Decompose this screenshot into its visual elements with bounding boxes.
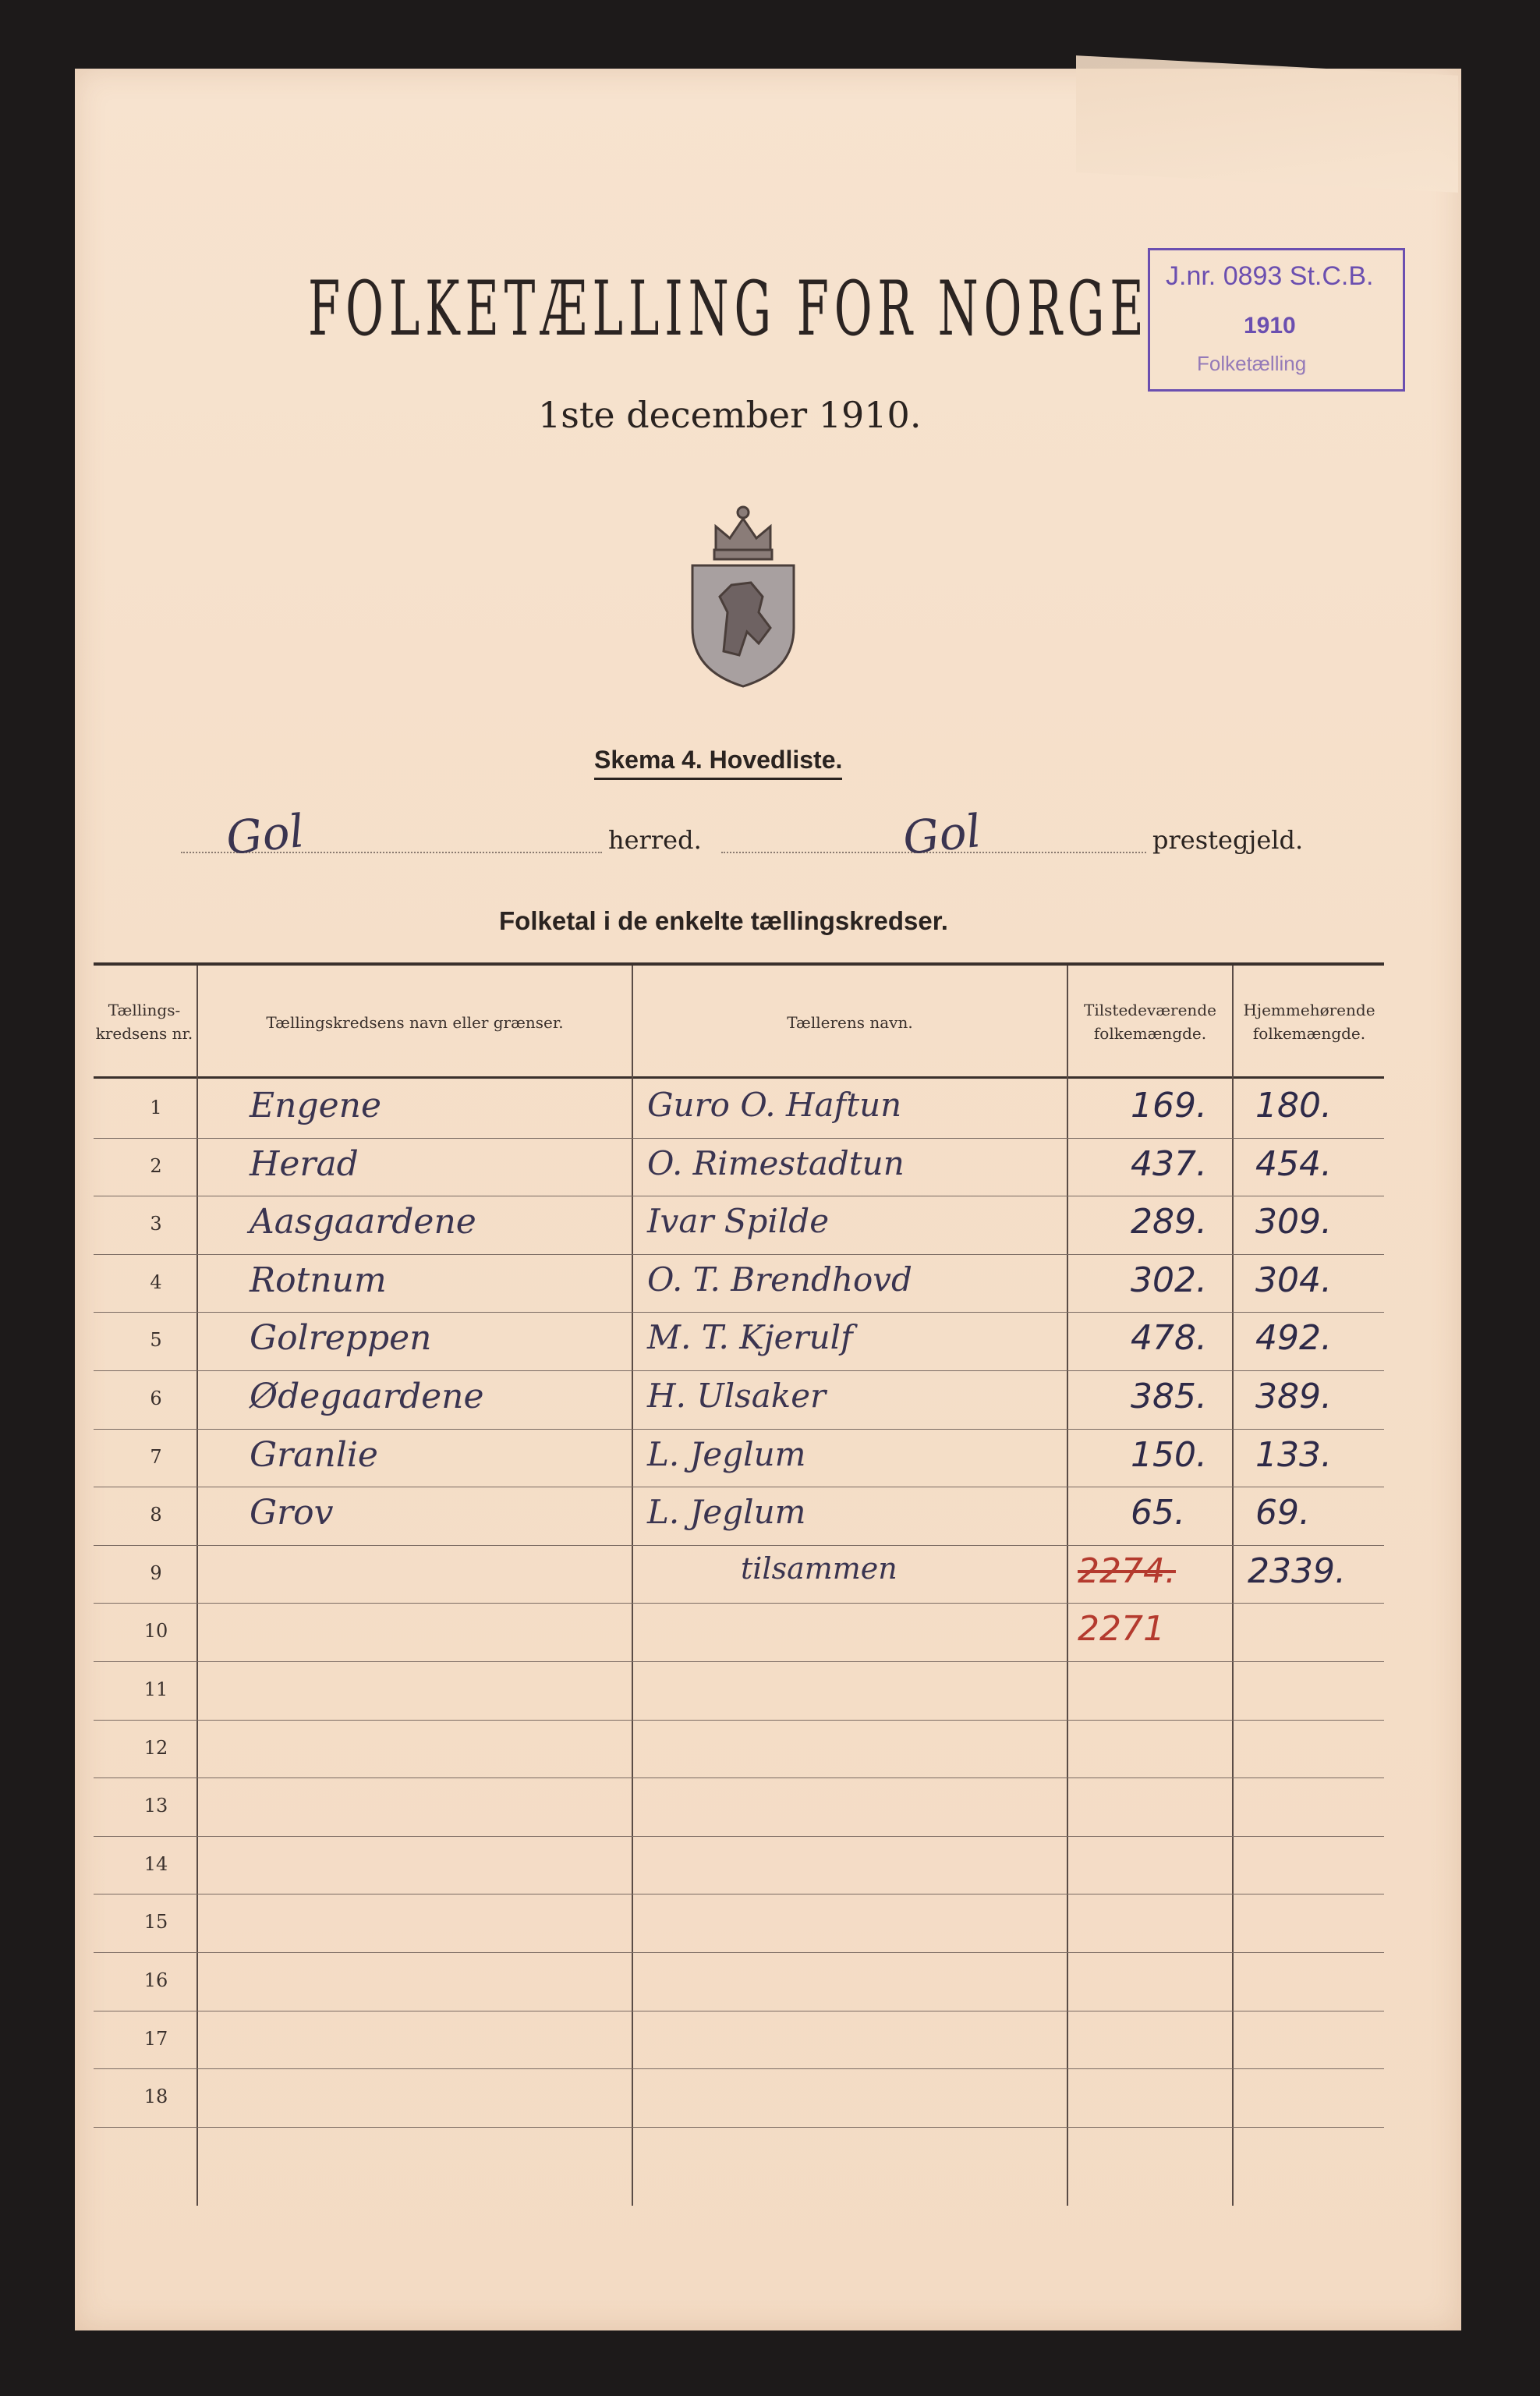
table-row-rule	[94, 2068, 1384, 2069]
table-row-number: 16	[143, 1969, 168, 1991]
header-nr: Tællings- kredsens nr.	[95, 1001, 193, 1043]
table-cell-counter-name: H. Ulsaker	[647, 1377, 827, 1415]
table-top-rule	[94, 962, 1384, 966]
table-cell-kreds-name: Grov	[250, 1493, 334, 1533]
table-row-number: 15	[143, 1911, 168, 1933]
header-teller: Tællerens navn.	[787, 1013, 913, 1032]
table-cell-kreds-name: Herad	[250, 1144, 359, 1184]
table-cell-kreds-name: Golreppen	[250, 1318, 432, 1358]
table-row-number: 13	[143, 1795, 168, 1816]
herred-value: Gol	[223, 803, 307, 866]
table-row-number: 4	[150, 1271, 162, 1293]
table-cell-hjemme: 309.	[1255, 1202, 1332, 1242]
table-cell-tilstede: 478.	[1131, 1318, 1207, 1358]
table-cell-kreds-name: Aasgaardene	[250, 1202, 476, 1242]
table-row-number: 5	[150, 1329, 162, 1351]
table-cell-tilstede: 437.	[1131, 1144, 1207, 1184]
table-cell-kreds-name: Rotnum	[250, 1260, 387, 1300]
header-tilstede: Tilstedeværende folkemængde.	[1084, 1001, 1216, 1043]
table-row-number: 18	[143, 2086, 168, 2107]
table-cell-hjemme: 492.	[1255, 1318, 1332, 1358]
prestegjeld-label: prestegjeld.	[1152, 825, 1304, 855]
table-row-rule	[94, 1952, 1384, 1953]
table-cell-counter-name: O. T. Brendhovd	[647, 1260, 912, 1299]
table-cell-kreds-name: Granlie	[250, 1435, 378, 1475]
col-divider-4	[1232, 966, 1234, 2206]
table-row-rule	[94, 1429, 1384, 1430]
coat-of-arms-icon	[685, 495, 802, 690]
table-cell-tilstede: 2271	[1078, 1609, 1165, 1649]
table-cell-hjemme: 2339.	[1248, 1551, 1346, 1591]
table-cell-kreds-name: Engene	[250, 1086, 382, 1125]
table-cell-hjemme: 454.	[1255, 1144, 1332, 1184]
herred-label: herred.	[608, 825, 702, 855]
table-cell-hjemme: 133.	[1255, 1435, 1332, 1475]
table-row-number: 7	[150, 1446, 162, 1468]
form-title: FOLKETÆLLING FOR NORGE	[308, 265, 1149, 353]
table-row-rule	[94, 1720, 1384, 1721]
table-cell-counter-name: O. Rimestadtun	[647, 1144, 905, 1182]
table-cell-hjemme: 304.	[1255, 1260, 1332, 1300]
table-row-number: 6	[150, 1388, 162, 1409]
table-row-rule	[94, 1603, 1384, 1604]
table-cell-tilstede: 385.	[1131, 1377, 1207, 1416]
schema-label: Skema 4. Hovedliste.	[594, 746, 842, 780]
table-row-number: 2	[150, 1155, 162, 1177]
table-cell-kreds-name: Ødegaardene	[250, 1377, 484, 1416]
table-cell-counter-name: Guro O. Haftun	[647, 1086, 902, 1124]
col-divider-2	[632, 966, 633, 2206]
registry-stamp	[1148, 248, 1405, 392]
table-cell-hjemme: 69.	[1255, 1493, 1310, 1533]
table-cell-counter-name: L. Jeglum	[647, 1435, 806, 1473]
table-row-rule	[94, 1836, 1384, 1837]
table-row-number: 14	[143, 1853, 168, 1875]
table-cell-hjemme: 180.	[1255, 1086, 1332, 1125]
table-row-number: 9	[150, 1562, 162, 1584]
table-cell-counter-name: Ivar Spilde	[647, 1202, 830, 1240]
table-row-rule	[94, 1312, 1384, 1313]
col-divider-3	[1067, 966, 1068, 2206]
section-title: Folketal i de enkelte tællingskredser.	[499, 906, 948, 935]
table-row-rule	[94, 2127, 1384, 2128]
table-row-rule	[94, 1254, 1384, 1255]
table-row-number: 11	[143, 1678, 168, 1700]
stamp-department: Folketælling	[1197, 352, 1307, 375]
table-cell-tilstede: 289.	[1131, 1202, 1207, 1242]
table-row-rule	[94, 1370, 1384, 1371]
stamp-year: 1910	[1244, 313, 1296, 338]
table-row-number: 10	[143, 1620, 168, 1642]
table-row-rule	[94, 1545, 1384, 1546]
table-cell-counter-name: M. T. Kjerulf	[647, 1318, 853, 1356]
table-cell-tilstede: 150.	[1131, 1435, 1207, 1475]
table-row-number: 8	[150, 1504, 162, 1526]
table-cell-tilstede: 302.	[1131, 1260, 1207, 1300]
header-hjemme: Hjemmehørende folkemængde.	[1243, 1001, 1375, 1043]
table-row-number: 3	[150, 1213, 162, 1235]
table-cell-tilstede: 65.	[1131, 1493, 1185, 1533]
table-row-number: 12	[143, 1737, 168, 1759]
table-cell-hjemme: 389.	[1255, 1377, 1332, 1416]
form-subtitle: 1ste december 1910.	[538, 394, 922, 436]
stamp-journal-number: J.nr. 0893 St.C.B.	[1166, 261, 1374, 291]
table-cell-counter-name: tilsammen	[741, 1551, 897, 1586]
col-divider-1	[196, 966, 198, 2206]
table-row-number: 1	[150, 1097, 162, 1118]
prestegjeld-value: Gol	[900, 803, 984, 866]
table-cell-counter-name: L. Jeglum	[647, 1493, 806, 1531]
table-row-rule	[94, 1661, 1384, 1662]
table-cell-tilstede: 169.	[1131, 1086, 1207, 1125]
table-row-number: 17	[143, 2028, 168, 2050]
table-header-rule	[94, 1076, 1384, 1079]
header-navn: Tællingskredsens navn eller grænser.	[266, 1013, 564, 1032]
table-row-rule	[94, 1138, 1384, 1139]
table-cell-tilstede: 2274.	[1078, 1551, 1176, 1591]
paper-fold	[1076, 55, 1458, 193]
